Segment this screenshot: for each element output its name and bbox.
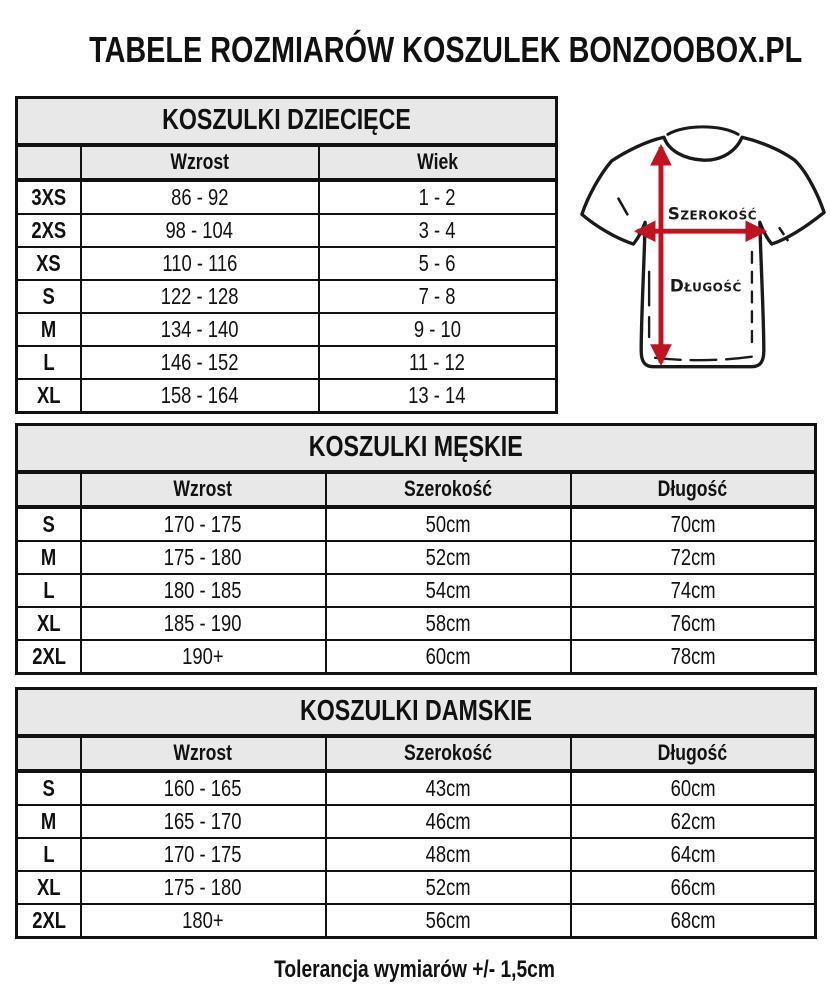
- value-cell: 110 - 116: [81, 247, 319, 280]
- size-cell: M: [17, 541, 81, 574]
- value-cell: 46cm: [326, 805, 571, 838]
- table-row: [17, 280, 557, 313]
- column-header-dlugosc: Długość: [571, 472, 816, 507]
- table-row: [17, 180, 557, 214]
- collar-line: [668, 127, 738, 134]
- value-cell: 134 - 140: [81, 313, 319, 346]
- size-cell: L: [17, 346, 81, 379]
- value-cell: 175 - 180: [81, 541, 326, 574]
- size-cell: XL: [17, 607, 81, 640]
- value-cell: 165 - 170: [81, 805, 326, 838]
- value-cell: 78cm: [571, 640, 816, 674]
- table-row: [17, 214, 557, 247]
- size-cell: M: [17, 313, 81, 346]
- tshirt-measurement-diagram: [572, 100, 830, 405]
- value-cell: 48cm: [326, 838, 571, 871]
- women-section: [15, 687, 815, 939]
- size-cell: S: [17, 280, 81, 313]
- value-cell: 54cm: [326, 574, 571, 607]
- column-header-szerokosc: Szerokość: [326, 736, 571, 771]
- table-row: [17, 541, 816, 574]
- size-cell: L: [17, 574, 81, 607]
- children-table-title: KOSZULKI DZIECIĘCE: [17, 97, 557, 145]
- men-table-title: KOSZULKI MĘSKIE: [17, 424, 816, 472]
- size-cell: 2XS: [17, 214, 81, 247]
- value-cell: 52cm: [326, 541, 571, 574]
- value-cell: 60cm: [571, 771, 816, 805]
- table-row: [17, 904, 816, 938]
- value-cell: 170 - 175: [81, 838, 326, 871]
- value-cell: 180+: [81, 904, 326, 938]
- top-section: [15, 96, 815, 414]
- value-cell: 11 - 12: [319, 346, 557, 379]
- tshirt-outline: [582, 137, 824, 366]
- table-row: [17, 805, 816, 838]
- value-cell: 170 - 175: [81, 507, 326, 541]
- value-cell: 72cm: [571, 541, 816, 574]
- value-cell: 146 - 152: [81, 346, 319, 379]
- value-cell: 64cm: [571, 838, 816, 871]
- value-cell: 58cm: [326, 607, 571, 640]
- tshirt-icon: [572, 100, 830, 400]
- column-header-wzrost: Wzrost: [81, 472, 326, 507]
- children-sizes-table: [15, 96, 558, 414]
- column-header-wzrost: Wzrost: [81, 736, 326, 771]
- length-arrow-label: Długość: [669, 275, 742, 296]
- table-header-row: [17, 472, 816, 507]
- value-cell: 50cm: [326, 507, 571, 541]
- value-cell: 98 - 104: [81, 214, 319, 247]
- value-cell: 43cm: [326, 771, 571, 805]
- width-arrow-label: Szerokość: [667, 202, 758, 223]
- table-row: [17, 871, 816, 904]
- table-row: [17, 379, 557, 413]
- column-header-wzrost: Wzrost: [81, 145, 319, 180]
- value-cell: 7 - 8: [319, 280, 557, 313]
- value-cell: 60cm: [326, 640, 571, 674]
- table-row: [17, 507, 816, 541]
- value-cell: 3 - 4: [319, 214, 557, 247]
- column-header-dlugosc: Długość: [571, 736, 816, 771]
- value-cell: 52cm: [326, 871, 571, 904]
- table-row: [17, 838, 816, 871]
- size-cell: XS: [17, 247, 81, 280]
- value-cell: 122 - 128: [81, 280, 319, 313]
- men-section: [15, 423, 815, 675]
- corner-cell: [17, 472, 81, 507]
- value-cell: 158 - 164: [81, 379, 319, 413]
- tolerance-note: Tolerancja wymiarów +/- 1,5cm: [274, 955, 556, 983]
- size-cell: M: [17, 805, 81, 838]
- value-cell: 76cm: [571, 607, 816, 640]
- value-cell: 175 - 180: [81, 871, 326, 904]
- value-cell: 74cm: [571, 574, 816, 607]
- size-cell: S: [17, 507, 81, 541]
- table-row: [17, 640, 816, 674]
- table-row: [17, 247, 557, 280]
- table-header-row: [17, 736, 816, 771]
- value-cell: 1 - 2: [319, 180, 557, 214]
- value-cell: 5 - 6: [319, 247, 557, 280]
- value-cell: 70cm: [571, 507, 816, 541]
- value-cell: 66cm: [571, 871, 816, 904]
- table-row: [17, 688, 816, 736]
- table-row: [17, 346, 557, 379]
- value-cell: 13 - 14: [319, 379, 557, 413]
- column-header-wiek: Wiek: [319, 145, 557, 180]
- value-cell: 190+: [81, 640, 326, 674]
- women-table-title: KOSZULKI DAMSKIE: [17, 688, 816, 736]
- value-cell: 56cm: [326, 904, 571, 938]
- value-cell: 86 - 92: [81, 180, 319, 214]
- column-header-szerokosc: Szerokość: [326, 472, 571, 507]
- corner-cell: [17, 145, 81, 180]
- size-cell: 2XL: [17, 904, 81, 938]
- value-cell: 68cm: [571, 904, 816, 938]
- men-sizes-table: [15, 423, 817, 675]
- size-cell: 3XS: [17, 180, 81, 214]
- table-row: [17, 424, 816, 472]
- value-cell: 185 - 190: [81, 607, 326, 640]
- size-cell: 2XL: [17, 640, 81, 674]
- value-cell: 180 - 185: [81, 574, 326, 607]
- size-cell: L: [17, 838, 81, 871]
- table-row: [17, 574, 816, 607]
- women-sizes-table: [15, 687, 817, 939]
- table-row: [17, 771, 816, 805]
- table-header-row: [17, 145, 557, 180]
- corner-cell: [17, 736, 81, 771]
- table-row: [17, 97, 557, 145]
- size-cell: XL: [17, 871, 81, 904]
- value-cell: 160 - 165: [81, 771, 326, 805]
- table-row: [17, 607, 816, 640]
- value-cell: 9 - 10: [319, 313, 557, 346]
- size-cell: XL: [17, 379, 81, 413]
- size-cell: S: [17, 771, 81, 805]
- page-title: TABELE ROZMIARÓW KOSZULEK BONZOOBOX.PL: [89, 29, 803, 70]
- table-row: [17, 313, 557, 346]
- value-cell: 62cm: [571, 805, 816, 838]
